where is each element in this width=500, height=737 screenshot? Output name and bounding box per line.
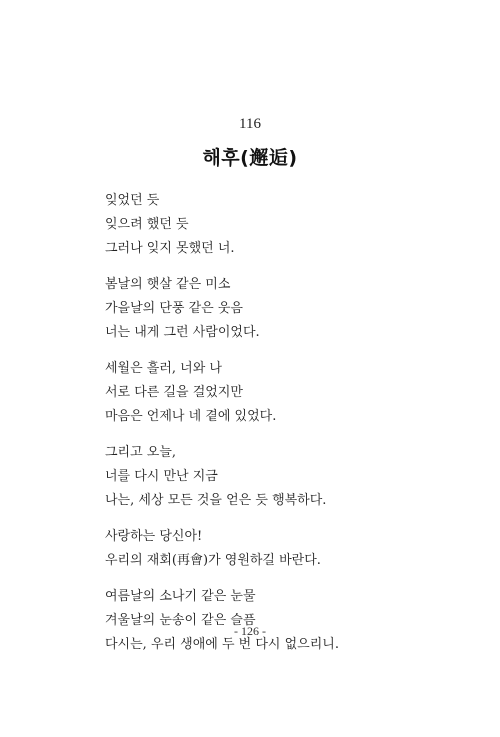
- stanza: [105, 357, 425, 429]
- poem-body: [105, 189, 425, 669]
- poem-number: 116: [239, 116, 261, 132]
- poem-line: 잊었던 듯: [105, 193, 160, 208]
- poem-line: 가을날의 단풍 같은 웃음: [105, 301, 243, 316]
- poem-line: 세월은 흘러, 너와 나: [105, 361, 222, 376]
- stanza: [105, 189, 425, 261]
- stanza: [105, 441, 425, 513]
- page-number: - 126 -: [234, 624, 266, 638]
- poem-line: 너는 내게 그런 사람이었다.: [105, 325, 260, 340]
- stanza: [105, 585, 425, 657]
- poem-line: 마음은 언제나 네 곁에 있었다.: [105, 409, 277, 424]
- poem-line: 다시는, 우리 생애에 두 번 다시 없으리니.: [105, 637, 339, 652]
- stanza: [105, 273, 425, 345]
- poem-line: 여름날의 소나기 같은 눈물: [105, 589, 256, 604]
- poem-line: 잊으려 했던 듯: [105, 217, 189, 232]
- poem-line: 서로 다른 길을 걸었지만: [105, 385, 243, 400]
- poem-line: 겨울날의 눈송이 같은 슬픔: [105, 613, 256, 628]
- poem-line: 사랑하는 당신아!: [105, 529, 203, 544]
- poem-line: 우리의 재회(再會)가 영원하길 바란다.: [105, 553, 321, 568]
- poem-line: 너를 다시 만난 지금: [105, 469, 218, 484]
- poem-line: 나는, 세상 모든 것을 얻은 듯 행복하다.: [105, 493, 327, 508]
- poem-title: 해후(邂逅): [202, 147, 298, 169]
- poem-line: 봄날의 햇살 같은 미소: [105, 277, 231, 292]
- poem-line: 그리고 오늘,: [105, 445, 177, 460]
- poem-line: 그러나 잊지 못했던 너.: [105, 241, 235, 256]
- stanza: [105, 525, 425, 573]
